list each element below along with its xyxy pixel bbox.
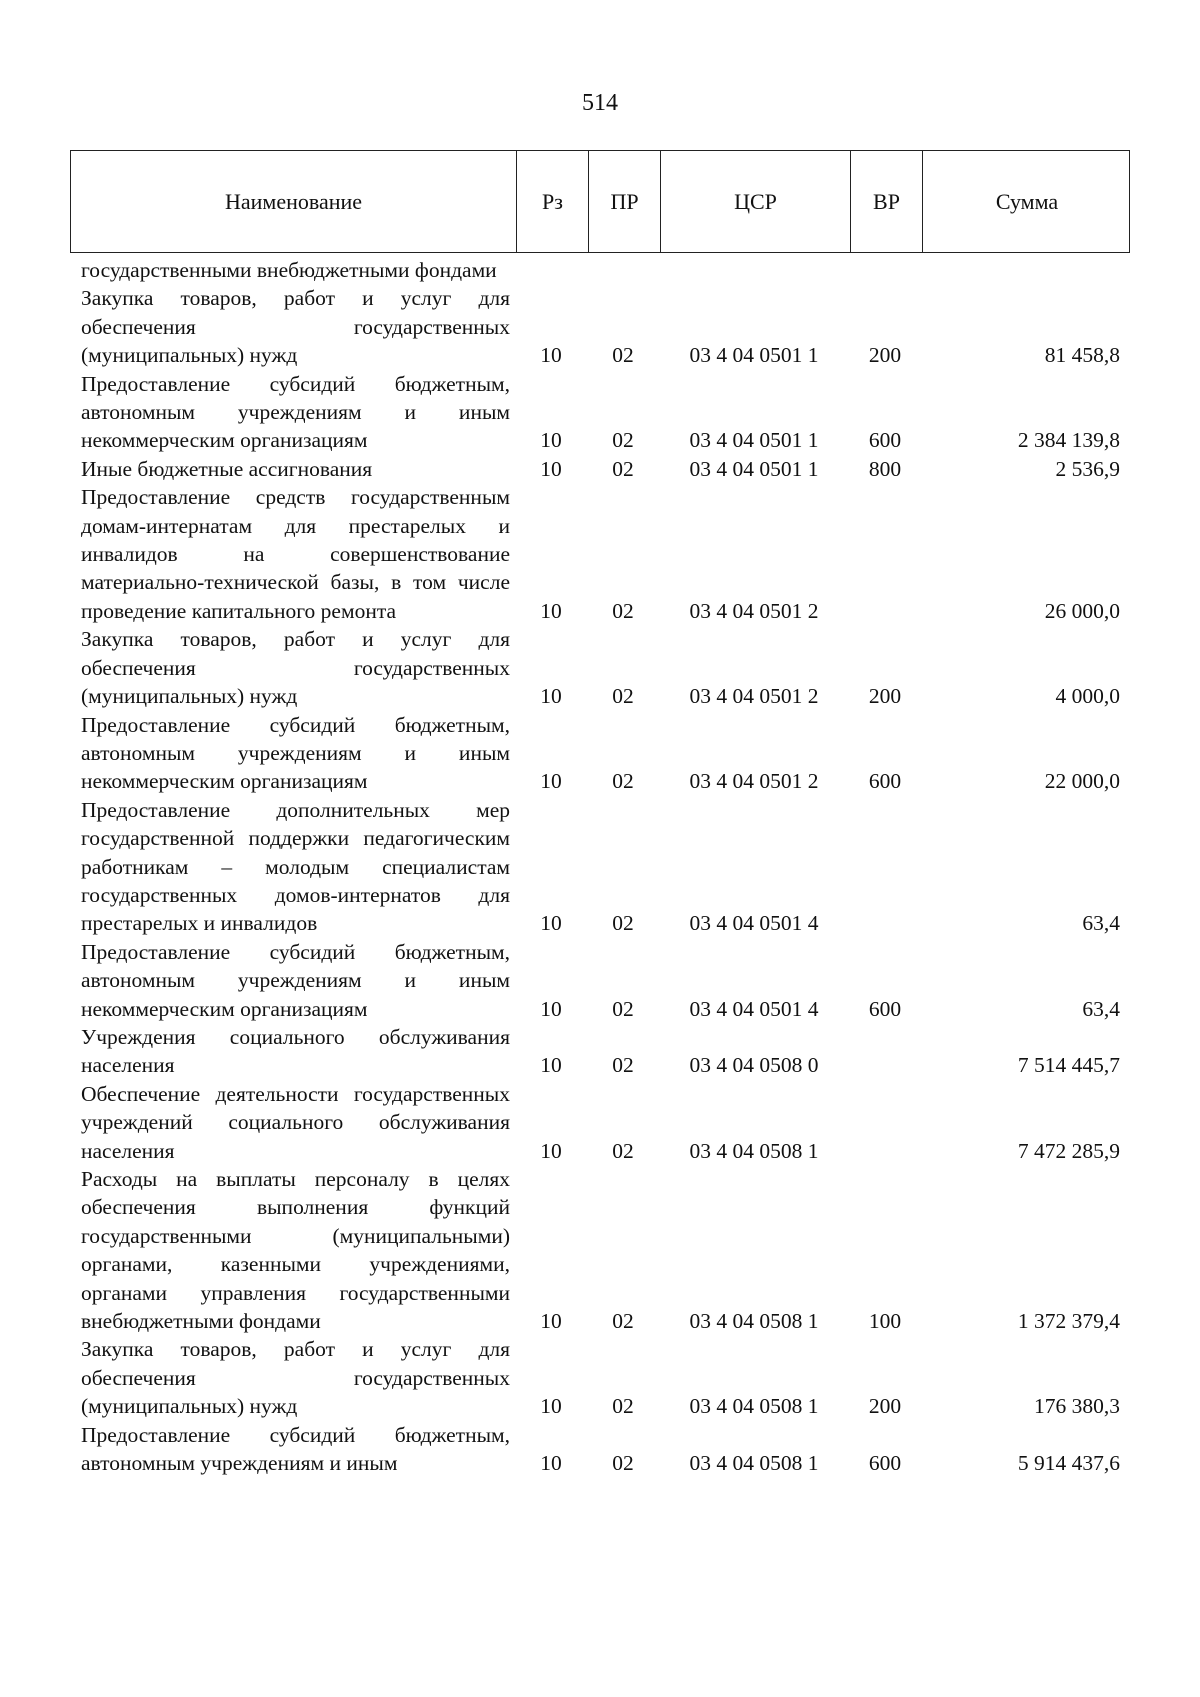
cell-rz: 10 xyxy=(540,456,562,481)
cell-name: Учреждения социального обслуживания населения xyxy=(81,1024,510,1078)
budget-table xyxy=(70,150,1130,1477)
cell-name: Предоставление субсидий бюджетным, автономным учреждениям и иным некоммерческим организациям xyxy=(81,371,510,453)
page-number: 514 xyxy=(582,90,618,116)
cell-rz: 10 xyxy=(540,684,562,709)
table-row xyxy=(70,1335,1130,1420)
cell-sum: 26 000,0 xyxy=(1044,598,1120,623)
cell-sum: 63,4 xyxy=(1082,911,1120,936)
cell-pr: 02 xyxy=(612,343,634,368)
cell-pr: 02 xyxy=(612,769,634,794)
cell-rz: 10 xyxy=(540,996,562,1021)
cell-pr: 02 xyxy=(612,456,634,481)
cell-pr: 02 xyxy=(612,598,634,623)
cell-pr: 02 xyxy=(612,911,634,936)
table-header xyxy=(70,150,1130,253)
cell-name: Закупка товаров, работ и услуг для обеспечения государственных (муниципальных) нужд xyxy=(81,627,510,709)
cell-sum: 22 000,0 xyxy=(1044,769,1120,794)
cell-rz: 10 xyxy=(540,428,562,453)
cell-pr: 02 xyxy=(612,1053,634,1078)
cell-csr: 03 4 04 0508 1 xyxy=(689,1138,819,1163)
cell-name: Обеспечение деятельности государственных учреждений социального обслуживания населения xyxy=(81,1081,510,1163)
cell-pr: 02 xyxy=(612,1138,634,1163)
cell-vr: 600 xyxy=(868,1451,902,1476)
cell-rz: 10 xyxy=(540,1451,562,1476)
cell-rz: 10 xyxy=(540,1138,562,1163)
cell-csr: 03 4 04 0501 4 xyxy=(689,911,819,936)
table-row xyxy=(70,284,1130,369)
cell-sum: 2 384 139,8 xyxy=(1017,428,1120,453)
cell-name: Иные бюджетные ассигнования xyxy=(81,456,373,481)
cell-rz: 10 xyxy=(540,911,562,936)
cell-name: государственными внебюджетными фондами xyxy=(81,258,497,282)
cell-rz: 10 xyxy=(540,1053,562,1078)
header-csr: ЦСР xyxy=(660,151,850,252)
cell-pr: 02 xyxy=(612,1394,634,1419)
cell-csr: 03 4 04 0501 2 xyxy=(689,598,819,623)
cell-pr: 02 xyxy=(612,684,634,709)
cell-rz: 10 xyxy=(540,1309,562,1334)
cell-pr: 02 xyxy=(612,428,634,453)
table-row xyxy=(70,1023,1130,1080)
cell-csr: 03 4 04 0501 1 xyxy=(689,456,819,481)
cell-csr: 03 4 04 0508 0 xyxy=(689,1053,819,1078)
cell-csr: 03 4 04 0508 1 xyxy=(689,1394,819,1419)
table-row xyxy=(70,796,1130,938)
cell-vr: 200 xyxy=(868,343,902,368)
cell-rz: 10 xyxy=(540,1394,562,1419)
cell-sum: 2 536,9 xyxy=(1055,456,1120,481)
cell-sum: 7 472 285,9 xyxy=(1017,1138,1120,1163)
cell-name: Предоставление субсидий бюджетным, автономным учреждениям и иным некоммерческим организациям xyxy=(81,939,510,1021)
cell-rz: 10 xyxy=(540,769,562,794)
table-body xyxy=(70,256,1130,1477)
cell-sum: 4 000,0 xyxy=(1055,684,1120,709)
header-rz: Рз xyxy=(516,151,588,252)
cell-sum: 176 380,3 xyxy=(1034,1394,1120,1419)
header-sum: Сумма xyxy=(922,151,1131,252)
cell-csr: 03 4 04 0501 2 xyxy=(689,684,819,709)
table-row xyxy=(70,711,1130,796)
cell-csr: 03 4 04 0501 1 xyxy=(689,428,819,453)
cell-csr: 03 4 04 0501 4 xyxy=(689,996,819,1021)
cell-sum: 63,4 xyxy=(1082,996,1120,1021)
cell-csr: 03 4 04 0501 1 xyxy=(689,343,819,368)
cell-name: Закупка товаров, работ и услуг для обеспечения государственных (муниципальных) нужд xyxy=(81,286,510,368)
cell-vr: 100 xyxy=(868,1309,902,1334)
table-row xyxy=(70,370,1130,455)
cell-vr: 800 xyxy=(868,456,902,481)
table-row xyxy=(70,455,1130,483)
table-row xyxy=(70,938,1130,1023)
cell-name: Предоставление субсидий бюджетным, автономным учреждениям и иным некоммерческим организациям xyxy=(81,712,510,794)
cell-name: Предоставление средств государственным домам-интернатам для престарелых и инвалидов на совершенствование материально-технической базы, в том числе проведение капитального ремонта xyxy=(81,485,510,623)
cell-name: Расходы на выплаты персоналу в целях обеспечения выполнения функций государственными (муниципальными) органами, казенными учреждениями, органами управления государственными внебюджетными фондами xyxy=(81,1167,510,1334)
table-row xyxy=(70,1421,1130,1478)
cell-name: Предоставление субсидий бюджетным, автономным учреждениям и иным xyxy=(81,1422,510,1476)
cell-sum: 5 914 437,6 xyxy=(1017,1451,1120,1476)
cell-sum: 1 372 379,4 xyxy=(1017,1309,1120,1334)
table-row xyxy=(70,483,1130,625)
cell-sum: 81 458,8 xyxy=(1044,343,1120,368)
cell-csr: 03 4 04 0508 1 xyxy=(689,1309,819,1334)
cell-vr: 200 xyxy=(868,684,902,709)
cell-vr: 600 xyxy=(868,769,902,794)
cell-rz: 10 xyxy=(540,598,562,623)
cell-pr: 02 xyxy=(612,996,634,1021)
cell-csr: 03 4 04 0508 1 xyxy=(689,1451,819,1476)
header-vr: ВР xyxy=(850,151,922,252)
header-name: Наименование xyxy=(224,188,363,214)
cell-pr: 02 xyxy=(612,1451,634,1476)
header-pr: ПР xyxy=(588,151,660,252)
table-row xyxy=(70,625,1130,710)
cell-rz: 10 xyxy=(540,343,562,368)
table-row xyxy=(70,1080,1130,1165)
cell-vr: 200 xyxy=(868,1394,902,1419)
cell-vr: 600 xyxy=(868,428,902,453)
cell-sum: 7 514 445,7 xyxy=(1017,1053,1120,1078)
cell-vr: 600 xyxy=(868,996,902,1021)
cell-name: Закупка товаров, работ и услуг для обеспечения государственных (муниципальных) нужд xyxy=(81,1337,510,1419)
cell-name: Предоставление дополнительных мер государственной поддержки педагогическим работникам – молодым специалистам государственных домов-интернатов для престарелых и инвалидов xyxy=(81,797,510,936)
cell-csr: 03 4 04 0501 2 xyxy=(689,769,819,794)
table-row xyxy=(70,1165,1130,1335)
table-row xyxy=(70,256,1130,284)
cell-pr: 02 xyxy=(612,1309,634,1334)
